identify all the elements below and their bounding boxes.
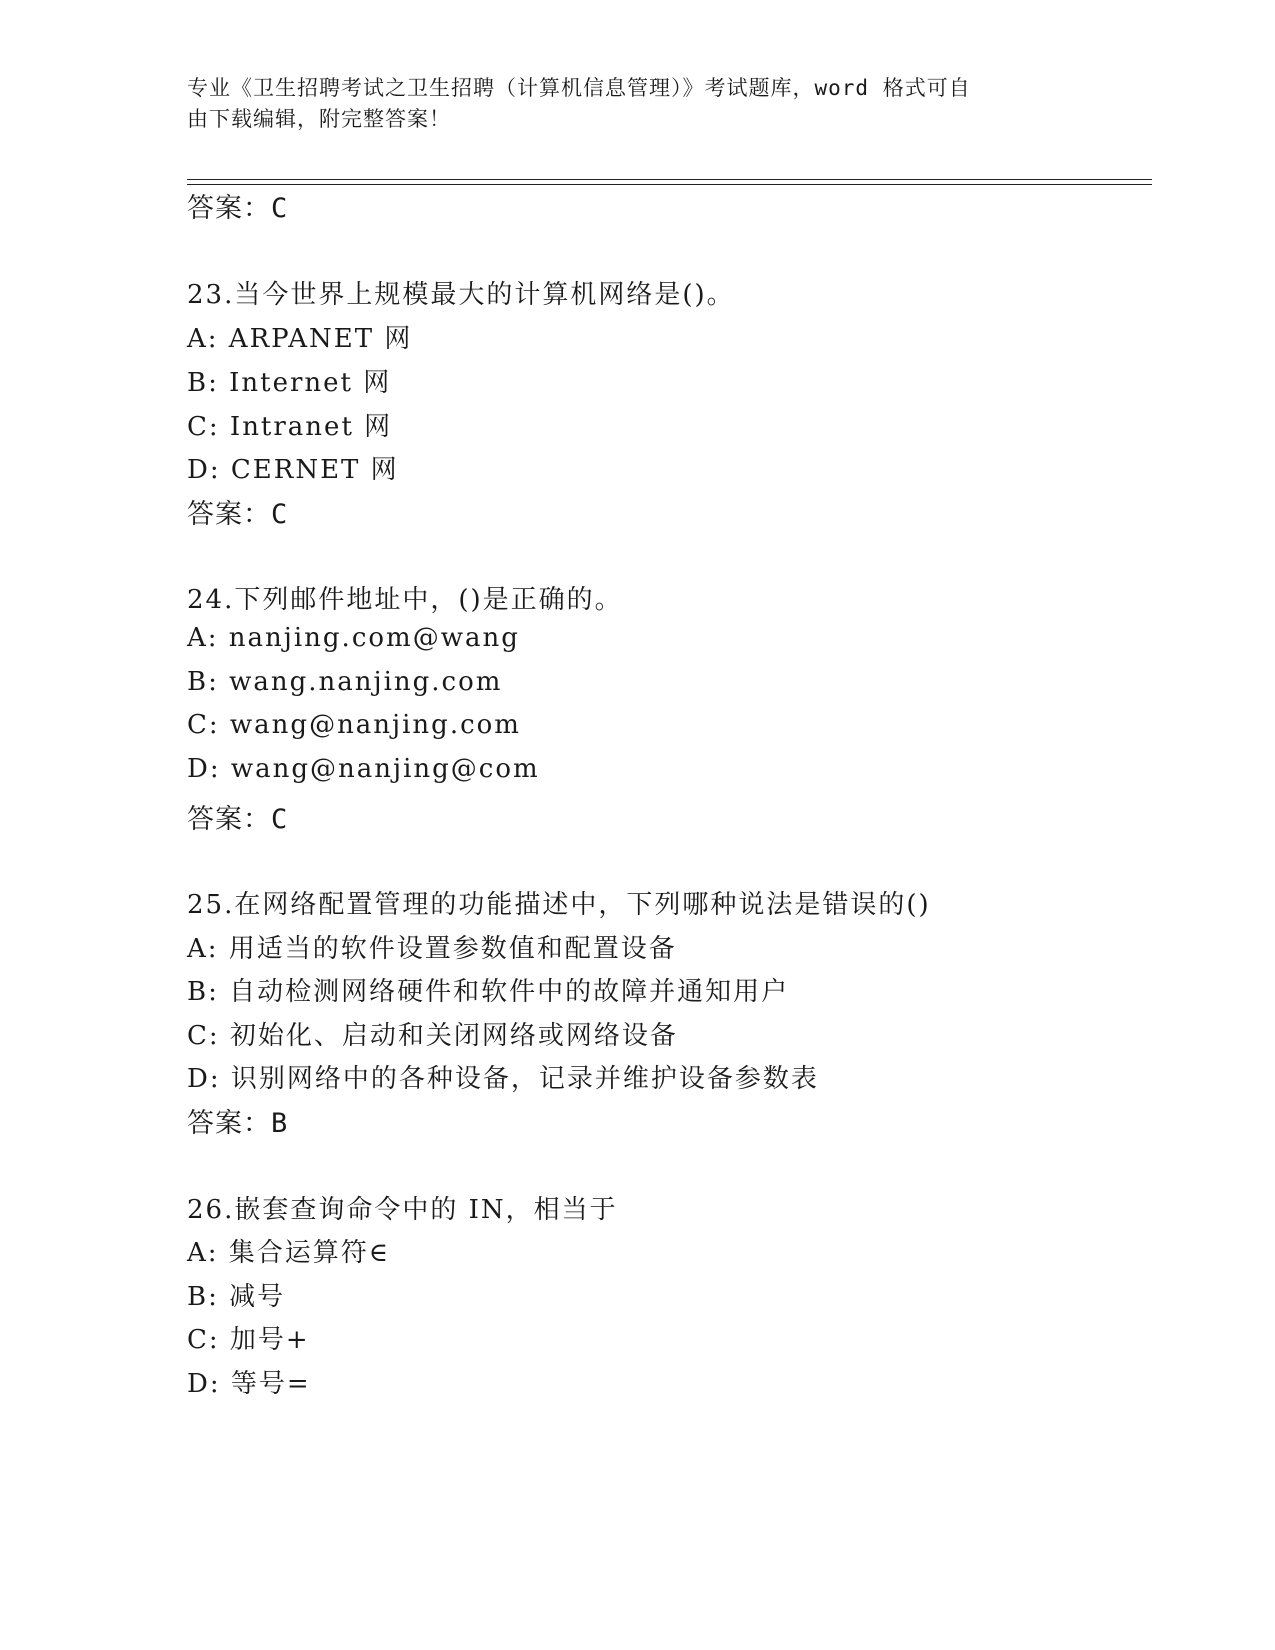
question-23-option-b: B: Internet 网 xyxy=(187,368,392,398)
question-26-stem: 26.嵌套查询命令中的 IN，相当于 xyxy=(187,1195,618,1225)
question-24-option-c: C: wang@nanjing.com xyxy=(187,710,521,740)
question-26-option-a: A: 集合运算符∈ xyxy=(187,1238,391,1268)
question-24-option-a: A: nanjing.com@wang xyxy=(187,623,520,653)
question-24-option-d: D: wang@nanjing@com xyxy=(187,754,540,784)
question-24-stem: 24.下列邮件地址中，()是正确的。 xyxy=(187,585,623,615)
question-25-option-d: D: 识别网络中的各种设备，记录并维护设备参数表 xyxy=(187,1064,819,1094)
header-divider-top xyxy=(187,179,1152,180)
question-25-option-b: B: 自动检测网络硬件和软件中的故障并通知用户 xyxy=(187,977,790,1007)
question-24-option-b: B: wang.nanjing.com xyxy=(187,667,503,697)
question-25-stem: 25.在网络配置管理的功能描述中，下列哪种说法是错误的() xyxy=(187,890,931,920)
question-26-option-d: D: 等号= xyxy=(187,1369,311,1399)
question-24-answer: 答案：C xyxy=(187,804,289,835)
document-header xyxy=(187,73,1087,135)
question-26-option-c: C: 加号+ xyxy=(187,1325,310,1355)
question-25-option-a: A: 用适当的软件设置参数值和配置设备 xyxy=(187,934,677,964)
header-line-1: 专业《卫生招聘考试之卫生招聘（计算机信息管理）》考试题库，word 格式可自 xyxy=(187,76,971,100)
question-23-option-a: A: ARPANET 网 xyxy=(187,324,413,354)
question-26-option-b: B: 减号 xyxy=(187,1282,286,1312)
header-divider-bottom xyxy=(187,184,1152,185)
answer-prev: 答案：C xyxy=(187,193,289,224)
header-line-2: 由下载编辑，附完整答案！ xyxy=(187,107,451,131)
question-23-answer: 答案：C xyxy=(187,499,289,530)
question-25-answer: 答案：B xyxy=(187,1108,289,1139)
question-23-stem: 23.当今世界上规模最大的计算机网络是()。 xyxy=(187,280,735,310)
question-25-option-c: C: 初始化、启动和关闭网络或网络设备 xyxy=(187,1021,678,1051)
question-23-option-c: C: Intranet 网 xyxy=(187,412,393,442)
question-23-option-d: D: CERNET 网 xyxy=(187,455,399,485)
